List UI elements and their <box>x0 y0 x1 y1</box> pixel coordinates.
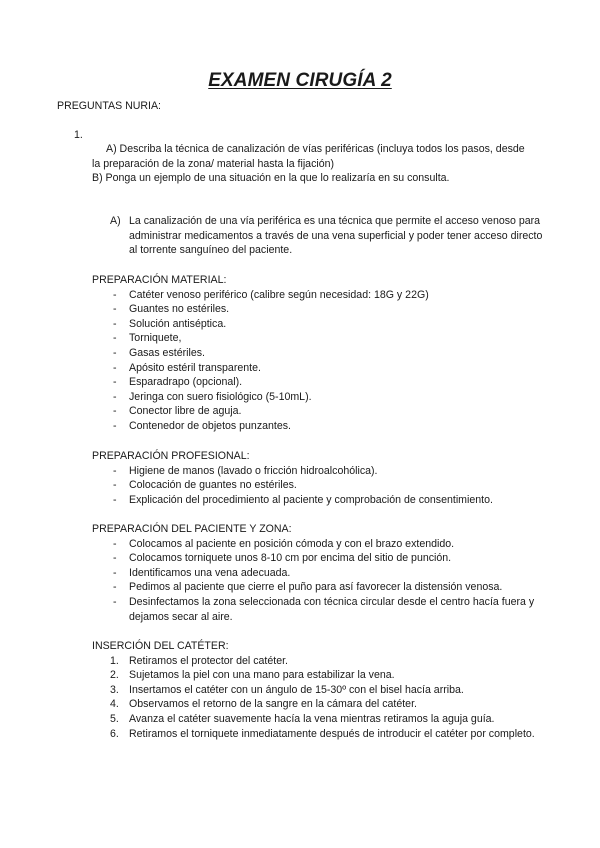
list-item: - Gasas estériles. <box>92 346 542 361</box>
list-item <box>92 654 542 669</box>
section-profesional <box>92 449 542 507</box>
list-item: - Apósito estéril transparente. <box>92 361 542 376</box>
list-item: - Pedimos al paciente que cierre el puño para así favorecer la distensión venosa. <box>92 580 542 595</box>
list-item: - Explicación del procedimiento al paciente y comprobación de consentimiento. <box>92 493 542 508</box>
item-text: Sujetamos la piel con una mano para estabilizar la vena. <box>129 669 395 682</box>
item-text: Observamos el retorno de la sangre en la cámara del catéter. <box>129 698 417 711</box>
item-text: Retiramos el torniquete inmediatamente después de introducir el catéter por completo. <box>129 727 535 740</box>
question-line: B) Ponga un ejemplo de una situación en la que lo realizaría en su consulta. <box>92 172 450 185</box>
profesional-list <box>92 464 542 508</box>
list-item: - Desinfectamos la zona seleccionada con técnica circular desde el centro hacía fuera y dejamos secar al aire. <box>92 595 542 624</box>
section-paciente <box>92 522 542 624</box>
item-number: 6. <box>110 727 119 740</box>
section-material <box>92 273 542 434</box>
page-title: EXAMEN CIRUGÍA 2 <box>208 70 392 91</box>
item-number: 1. <box>110 654 119 667</box>
list-item: - Colocación de guantes no estériles. <box>92 478 542 493</box>
section-title: PREPARACIÓN MATERIAL: <box>92 274 227 286</box>
item-number: 3. <box>110 683 119 696</box>
list-item <box>92 683 542 698</box>
list-item: - Catéter venoso periférico (calibre según necesidad: 18G y 22G) <box>92 288 542 303</box>
item-number: 5. <box>110 712 119 725</box>
subtitle: PREGUNTAS NURIA: <box>57 100 161 112</box>
item-text: Avanza el catéter suavemente hacía la vena mientras retiramos la aguja guía. <box>129 712 495 725</box>
question-text <box>92 142 542 186</box>
list-item <box>92 697 542 712</box>
list-item: - Higiene de manos (lavado o fricción hidroalcohólica). <box>92 464 542 479</box>
list-item: - Jeringa con suero fisiológico (5-10mL). <box>92 390 542 405</box>
item-number: 2. <box>110 669 119 682</box>
section-title: PREPARACIÓN DEL PACIENTE Y ZONA: <box>92 523 292 535</box>
question-number: 1. <box>74 129 83 141</box>
list-item: - Solución antiséptica. <box>92 317 542 332</box>
section-title: INSERCIÓN DEL CATÉTER: <box>92 640 229 652</box>
section-title: PREPARACIÓN PROFESIONAL: <box>92 450 250 462</box>
paciente-list <box>92 537 542 625</box>
list-item: - Colocamos al paciente en posición cómoda y con el brazo extendido. <box>92 537 542 552</box>
item-text: Retiramos el protector del catéter. <box>129 654 288 667</box>
list-item: - Esparadrapo (opcional). <box>92 375 542 390</box>
list-item: - Torniquete, <box>92 331 542 346</box>
section-insercion <box>92 639 542 741</box>
material-list <box>92 288 542 434</box>
answer-letter: A) <box>110 215 121 227</box>
list-item <box>92 668 542 683</box>
question-line: la preparación de la zona/ material hasta la fijación) <box>92 157 335 170</box>
list-item <box>92 727 542 742</box>
item-number: 4. <box>110 698 119 711</box>
list-item: - Contenedor de objetos punzantes. <box>92 419 542 434</box>
item-text: Insertamos el catéter con un ángulo de 15-30º con el bisel hacía arriba. <box>129 683 464 696</box>
list-item: - Identificamos una vena adecuada. <box>92 566 542 581</box>
answer-text: La canalización de una vía periférica es una técnica que permite el acceso venoso para administrar medicamentos a través de una vena superficial y poder tener acceso directo al torrente sanguíneo del paciente. <box>129 215 543 257</box>
insercion-list <box>92 654 542 742</box>
question-line: A) Describa la técnica de canalización de vías periféricas (incluya todos los pasos, desde <box>106 143 525 155</box>
list-item <box>92 712 542 727</box>
list-item: - Conector libre de aguja. <box>92 404 542 419</box>
answer-paragraph <box>110 214 550 258</box>
list-item: - Colocamos torniquete unos 8-10 cm por encima del sitio de punción. <box>92 551 542 566</box>
list-item: - Guantes no estériles. <box>92 302 542 317</box>
